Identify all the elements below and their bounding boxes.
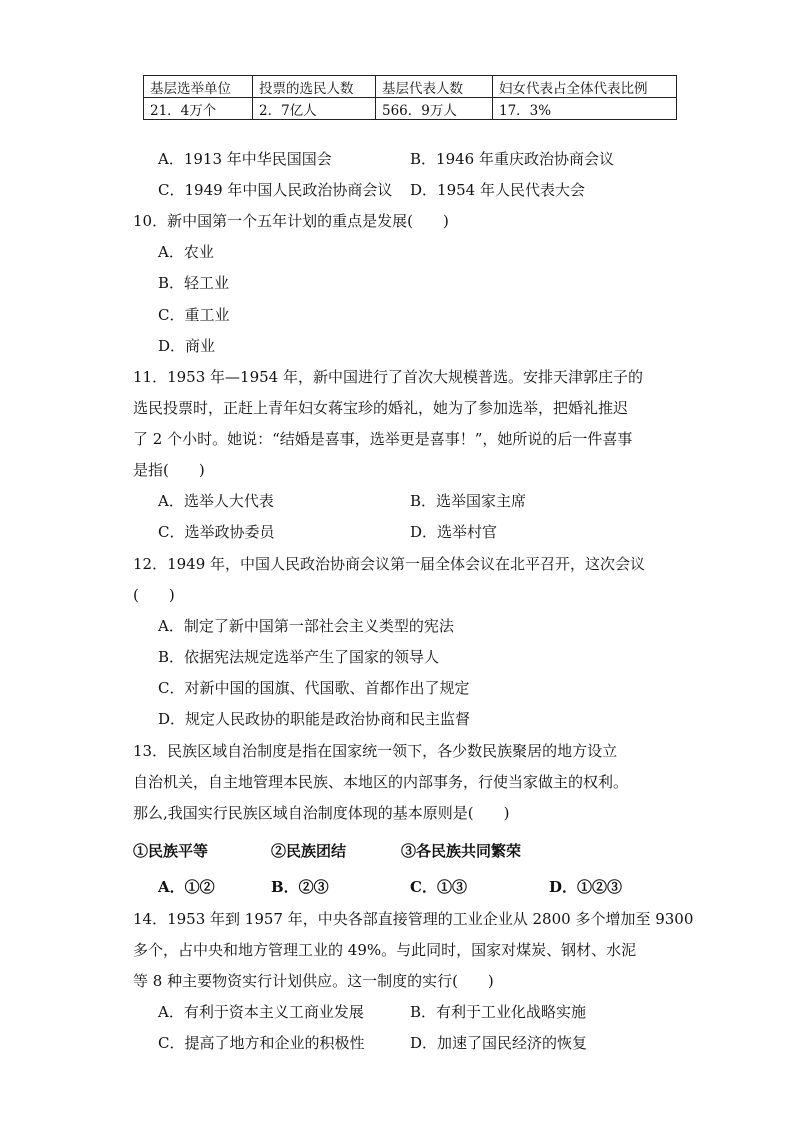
q12-stem-line: ( ) xyxy=(133,586,175,604)
q14-option-c: C．提高了地方和企业的积极性 xyxy=(158,1034,365,1052)
q13-item-2: ②民族团结 xyxy=(271,842,347,860)
table-header-cell: 基层代表人数 xyxy=(376,76,493,98)
q11-option-a: A．选举人大代表 xyxy=(158,492,274,510)
q11-stem-line: 是指( ) xyxy=(133,461,205,479)
table-row xyxy=(144,98,677,120)
q14-option-d: D．加速了国民经济的恢复 xyxy=(410,1034,588,1052)
q14-stem-line: 多个，占中央和地方管理工业的 49%。与此同时，国家对煤炭、钢材、水泥 xyxy=(133,941,637,959)
q9-option-c: C．1949 年中国人民政治协商会议 xyxy=(158,181,393,199)
q13-option-d: D．①②③ xyxy=(549,878,623,896)
q9-option-b: B．1946 年重庆政治协商会议 xyxy=(410,150,614,168)
q11-option-c: C．选举政协委员 xyxy=(158,523,275,541)
q12-option-a: A．制定了新中国第一部社会主义类型的宪法 xyxy=(158,617,454,635)
q14-option-b: B．有利于工业化战略实施 xyxy=(410,1003,587,1021)
table-cell: 21．4万个 xyxy=(144,98,253,120)
table-cell: 2．7亿人 xyxy=(253,98,376,120)
q11-stem-line: 选民投票时，正赶上青年妇女蒋宝珍的婚礼，她为了参加选举，把婚礼推迟 xyxy=(133,399,629,417)
q13-item-1: ①民族平等 xyxy=(133,842,209,860)
q10-option-c: C．重工业 xyxy=(158,306,230,324)
q13-stem-line: 13．民族区域自治制度是指在国家统一领下，各少数民族聚居的地方设立 xyxy=(133,742,618,760)
q13-option-c: C．①③ xyxy=(410,878,467,896)
table-cell: 566．9万人 xyxy=(376,98,493,120)
q10-stem: 10．新中国第一个五年计划的重点是发展( ) xyxy=(133,212,449,230)
q11-stem-line: 了 2 个小时。她说：“结婚是喜事，选举更是喜事！”，她所说的后一件喜事 xyxy=(133,430,633,448)
q9-option-a: A．1913 年中华民国国会 xyxy=(158,150,332,168)
table-header-row xyxy=(144,76,677,98)
q11-option-d: D．选举村官 xyxy=(410,523,498,541)
q12-option-b: B．依据宪法规定选举产生了国家的领导人 xyxy=(158,648,440,666)
table-header-cell: 投票的选民人数 xyxy=(253,76,376,98)
q12-stem-line: 12．1949 年，中国人民政治协商会议第一届全体会议在北平召开，这次会议 xyxy=(133,555,646,573)
q14-stem-line: 等 8 种主要物资实行计划供应。这一制度的实行( ) xyxy=(133,972,494,990)
q9-option-d: D．1954 年人民代表大会 xyxy=(410,181,585,199)
q14-option-a: A．有利于资本主义工商业发展 xyxy=(158,1003,364,1021)
q13-option-a: A．①② xyxy=(158,878,215,896)
q10-option-b: B．轻工业 xyxy=(158,274,230,292)
q14-stem-line: 14．1953 年到 1957 年，中央各部直接管理的工业企业从 2800 多个增加至 9300 xyxy=(133,910,694,928)
q11-stem-line: 11．1953 年—1954 年，新中国进行了首次大规模普选。安排天津郭庄子的 xyxy=(133,368,643,386)
q13-stem-line: 那么,我国实行民族区域自治制度体现的基本原则是( ) xyxy=(133,804,510,822)
q11-option-b: B．选举国家主席 xyxy=(410,492,527,510)
table-cell: 17．3% xyxy=(493,98,677,120)
q12-option-c: C．对新中国的国旗、代国歌、首都作出了规定 xyxy=(158,679,470,697)
q12-option-d: D．规定人民政协的职能是政治协商和民主监督 xyxy=(158,710,471,728)
table-header-cell: 妇女代表占全体代表比例 xyxy=(493,76,677,98)
q13-option-b: B．②③ xyxy=(271,878,329,896)
election-data-table xyxy=(143,75,677,120)
q10-option-a: A．农业 xyxy=(158,243,214,261)
q13-item-3: ③各民族共同繁荣 xyxy=(401,842,522,860)
q10-option-d: D．商业 xyxy=(158,337,216,355)
q13-stem-line: 自治机关，自主地管理本民族、本地区的内部事务，行使当家做主的权利。 xyxy=(133,773,629,791)
table-header-cell: 基层选举单位 xyxy=(144,76,253,98)
